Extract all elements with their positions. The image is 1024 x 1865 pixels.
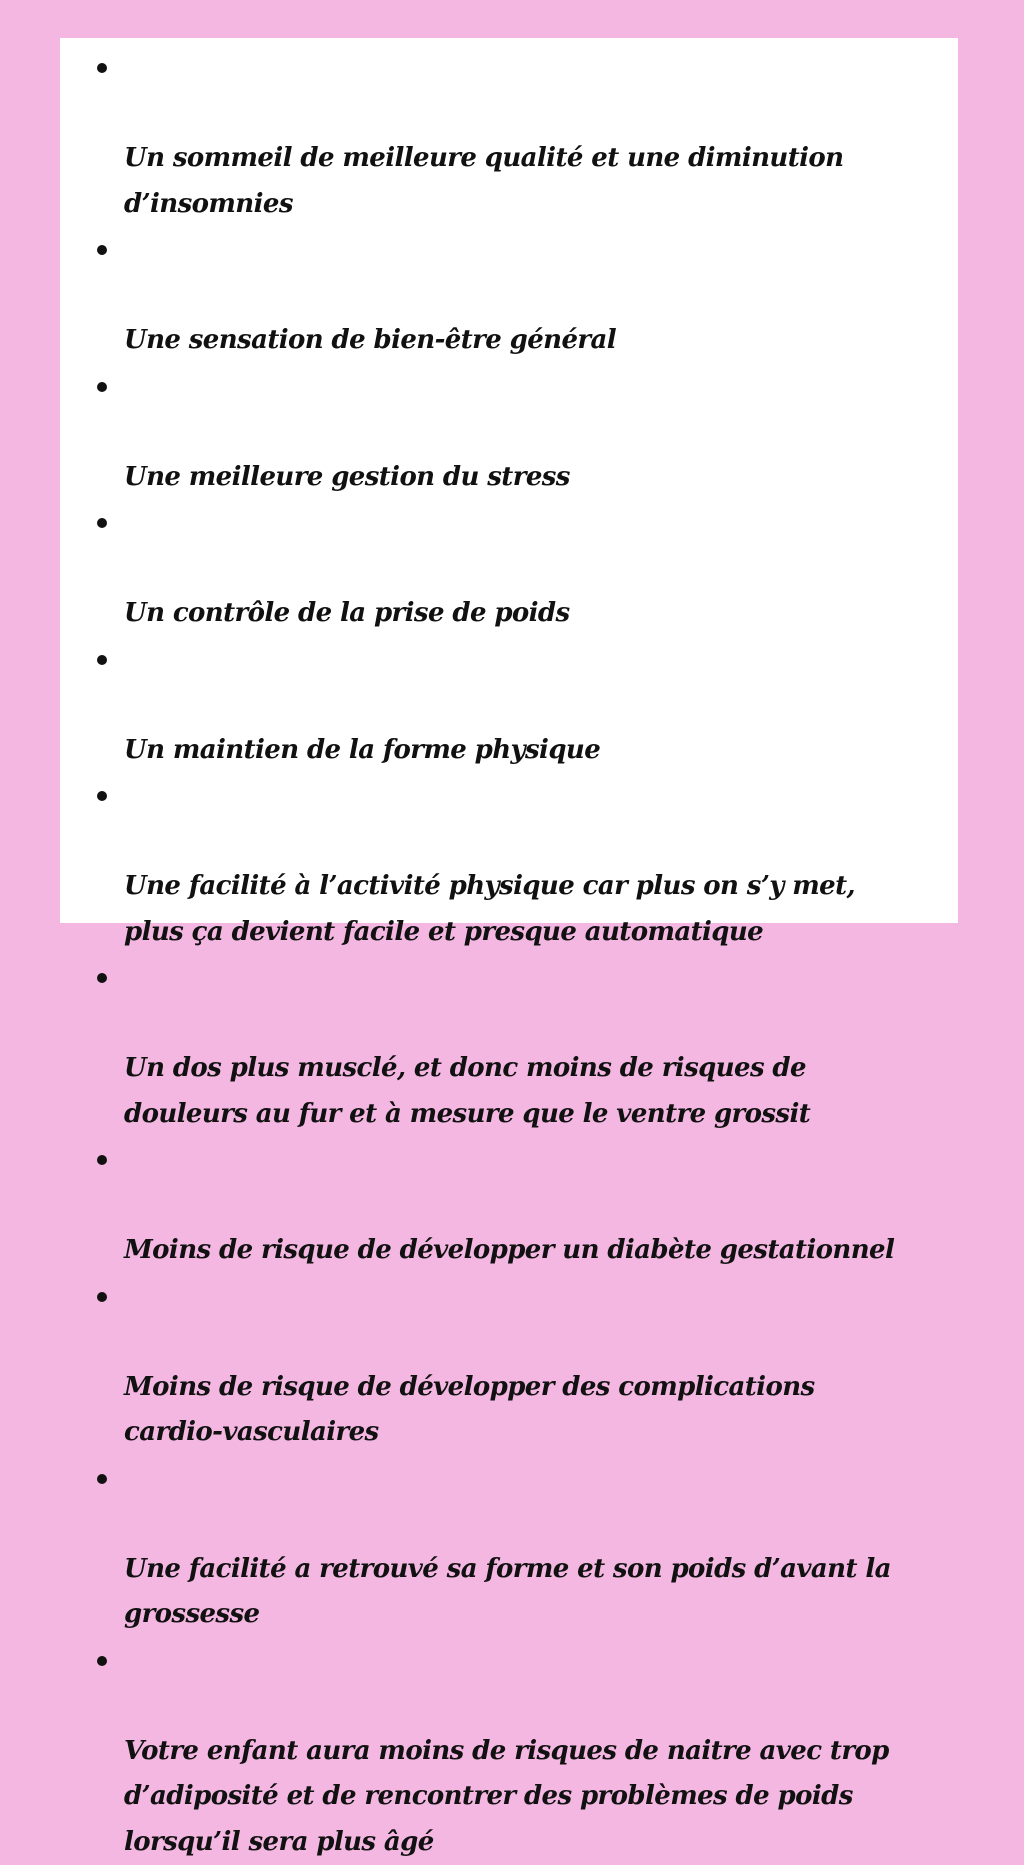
list-item-text: Une meilleure gestion du stress — [124, 462, 570, 492]
bullet-icon — [97, 655, 107, 665]
list-item — [124, 500, 924, 637]
benefits-list — [124, 45, 924, 1865]
bullet-icon — [97, 791, 107, 801]
bullet-icon — [97, 1292, 107, 1302]
bullet-icon — [97, 382, 107, 392]
list-item — [124, 637, 924, 774]
bullet-icon — [97, 1155, 107, 1165]
list-item-text: Un maintien de la forme physique — [124, 735, 600, 765]
list-item — [124, 227, 924, 364]
list-item-text: Un dos plus musclé, et donc moins de risques de douleurs au fur et à mesure que le ventre grossit — [124, 1053, 810, 1129]
list-item-text: Une sensation de bien-être général — [124, 325, 616, 355]
list-item-text: Moins de risque de développer un diabète gestationnel — [124, 1235, 894, 1265]
list-item — [124, 364, 924, 501]
content-card — [60, 38, 958, 923]
list-item-text: Un contrôle de la prise de poids — [124, 598, 570, 628]
bullet-icon — [97, 973, 107, 983]
list-item — [124, 1274, 924, 1456]
bullet-icon — [97, 1656, 107, 1666]
list-item — [124, 1137, 924, 1274]
list-item-text: Un sommeil de meilleure qualité et une diminution d’insomnies — [124, 143, 843, 219]
bullet-icon — [97, 245, 107, 255]
list-item-text: Une facilité a retrouvé sa forme et son poids d’avant la grossesse — [124, 1554, 891, 1630]
list-item — [124, 1638, 924, 1865]
list-item — [124, 773, 924, 955]
bullet-icon — [97, 63, 107, 73]
list-item-text: Votre enfant aura moins de risques de naitre avec trop d’adiposité et de rencontrer des problèmes de poids lorsqu’il sera plus âgé — [124, 1736, 889, 1857]
bullet-icon — [97, 518, 107, 528]
bullet-icon — [97, 1474, 107, 1484]
list-item-text: Moins de risque de développer des complications cardio-vasculaires — [124, 1372, 815, 1448]
list-item — [124, 1456, 924, 1638]
list-item — [124, 955, 924, 1137]
list-item-text: Une facilité à l’activité physique car plus on s’y met, plus ça devient facile et presque automatique — [124, 871, 855, 947]
list-item — [124, 45, 924, 227]
